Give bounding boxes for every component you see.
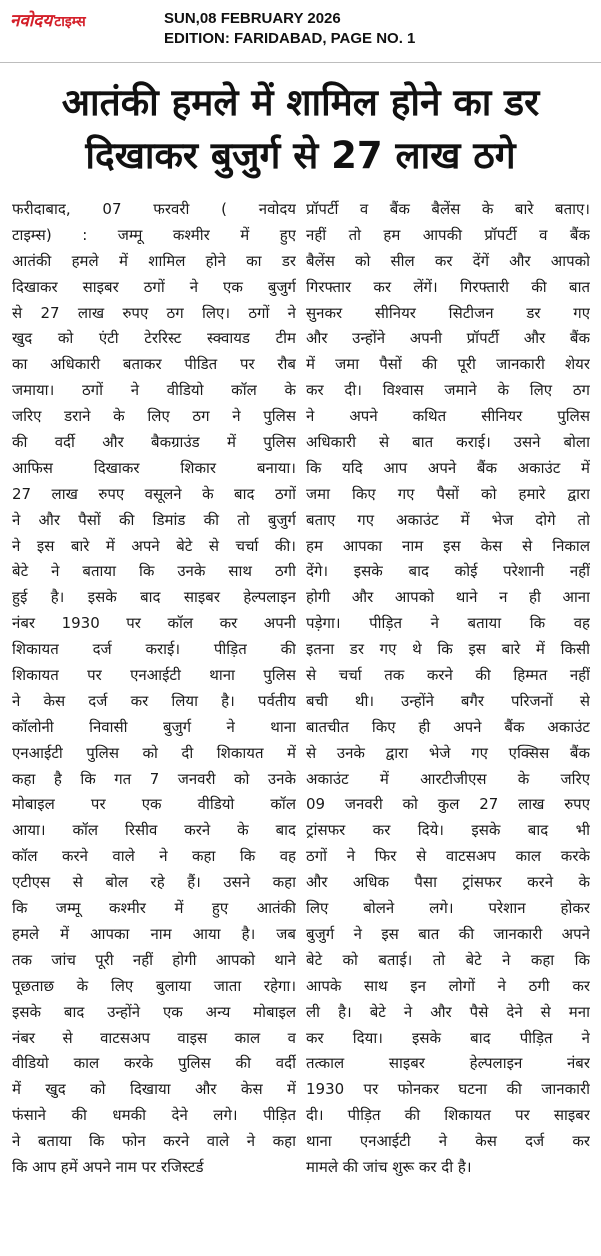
article-line: जमाया। ठगों ने वीडियो कॉल के bbox=[12, 381, 296, 400]
logo-main-text: नवोदय bbox=[10, 11, 53, 31]
article-line: सुनकर सीनियर सिटीजन डर गए bbox=[306, 303, 590, 322]
article-line: 27 लाख रुपए वसूलने के बाद ठगों bbox=[12, 484, 296, 503]
article-line: कहा है कि गत 7 जनवरी को उनके bbox=[12, 769, 296, 788]
article-line: वीडियो काल करके पुलिस की वर्दी bbox=[12, 1054, 296, 1073]
article-line: तक जांच पूरी नहीं होगी आपको थाने bbox=[12, 950, 296, 969]
article-line: से चर्चा तक करने की हिम्मत नहीं bbox=[306, 666, 590, 685]
article-line: इसके बाद उन्होंने एक अन्य मोबाइल bbox=[12, 1002, 296, 1021]
masthead bbox=[0, 0, 601, 63]
article-line: बताए गए अकाउंट में भेज दोगे तो bbox=[306, 510, 590, 529]
article-line: बेटे को बताई। तो बेटे ने कहा कि bbox=[306, 950, 590, 969]
article-line: जमा किए गए पैसों को हमारे द्वारा bbox=[306, 484, 590, 503]
article-line: से उनके द्वारा भेजे गए एक्सिस बैंक bbox=[306, 743, 590, 762]
article-line: 09 जनवरी को कुल 27 लाख रुपए bbox=[306, 795, 590, 814]
logo-sub-text: टाइम्स bbox=[54, 14, 86, 30]
article-line: ने केस दर्ज कर लिया है। पर्वतीय bbox=[12, 691, 296, 710]
article-column-left bbox=[12, 197, 296, 1181]
article-line: बेटे ने बताया कि उनके साथ ठगी bbox=[12, 562, 296, 581]
article-line: ट्रांसफर कर दिये। इसके बाद भी bbox=[306, 821, 590, 840]
article-line: खुद को एंटी टेररिस्ट स्क्वायड टीम bbox=[12, 329, 296, 348]
article-line: ने और पैसों की डिमांड की तो बुजुर्ग bbox=[12, 510, 296, 529]
article-line: आया। कॉल रिसीव करने के बाद bbox=[12, 821, 296, 840]
article-line: हम आपका नाम इस केस से निकाल bbox=[306, 536, 590, 555]
article-line: ठगों ने फिर से वाटसअप काल करके bbox=[306, 847, 590, 866]
article-line: नंबर से वाटसअप वाइस काल व bbox=[12, 1028, 296, 1047]
article-line: देंगे। इसके बाद कोई परेशानी नहीं bbox=[306, 562, 590, 581]
article-line: शिकायत दर्ज कराई। पीड़ित की bbox=[12, 640, 296, 659]
article-line: प्रॉपर्टी व बैंक बैलेंस के बारे बताए। bbox=[306, 200, 590, 218]
article-line: फरीदाबाद, 07 फरवरी ( नवोदय bbox=[12, 200, 296, 218]
article-line: हमले में आपका नाम आया है। जब bbox=[12, 924, 296, 943]
article-line: में जमा पैसों की पूरी जानकारी शेयर bbox=[306, 355, 590, 374]
article-line: थाना एनआईटी ने केस दर्ज कर bbox=[306, 1132, 590, 1151]
article-line: फंसाने की धमकी देने लगे। पीड़ित bbox=[12, 1106, 296, 1125]
article-line: 1930 पर फोनकर घटना की जानकारी bbox=[306, 1080, 590, 1099]
article-column-right bbox=[306, 197, 590, 1181]
article-line: आतंकी हमले में शामिल होने का डर bbox=[12, 251, 296, 270]
article-line: एटीएस से बोल रहे हैं। उसने कहा bbox=[12, 873, 296, 892]
headline-line-2: दिखाकर बुजुर्ग से 27 लाख ठगे bbox=[85, 134, 516, 177]
article-line: हुई है। इसके बाद साइबर हेल्पलाइन bbox=[12, 588, 296, 607]
article-line: एनआईटी पुलिस को दी शिकायत में bbox=[12, 743, 296, 762]
article-line: मामले की जांच शुरू कर दी है। bbox=[306, 1157, 472, 1176]
article-line: बैलेंस को सील कर देंगें और आपको bbox=[306, 251, 590, 270]
article-line: पूछताछ के लिए बुलाया जाता रहेगा। bbox=[12, 976, 296, 995]
article-line: और अधिक पैसा ट्रांसफर करने के bbox=[306, 873, 590, 892]
article-line: दी। पीड़ित की शिकायत पर साइबर bbox=[306, 1106, 590, 1125]
article-line: पड़ेगा। पीड़ित ने बताया कि वह bbox=[306, 614, 590, 633]
article-line: कि जम्मू कश्मीर में हुए आतंकी bbox=[12, 899, 296, 918]
article-line: और उन्होंने अपनी प्रॉपर्टी और बैंक bbox=[306, 329, 590, 348]
newspaper-logo bbox=[10, 8, 86, 31]
article-line: कर दिया। इसके बाद पीड़ित ने bbox=[306, 1028, 590, 1047]
article-line: बातचीत किए ही अपने बैंक अकाउंट bbox=[306, 717, 590, 736]
article-line: ने इस बारे में अपने बेटे से चर्चा की। bbox=[12, 536, 296, 555]
article-line: में खुद को दिखाया और केस में bbox=[12, 1080, 296, 1099]
article-line: ने अपने कथित सीनियर पुलिस bbox=[306, 407, 590, 426]
article-line: ली है। बेटे ने और पैसे देने से मना bbox=[306, 1002, 590, 1021]
article-line: टाइम्स) : जम्मू कश्मीर में हुए bbox=[12, 225, 296, 244]
article-line: इतना डर गए थे कि इस बारे में किसी bbox=[306, 640, 590, 659]
edition-info bbox=[164, 9, 415, 49]
article-line: लिए बोलने लगे। परेशान होकर bbox=[306, 899, 590, 918]
article-line: शिकायत पर एनआईटी थाना पुलिस bbox=[12, 666, 296, 685]
article-line: जरिए डराने के लिए ठग ने पुलिस bbox=[12, 407, 296, 426]
article-line: अधिकारी से बात कराई। उसने बोला bbox=[306, 433, 590, 452]
article-line: से 27 लाख रुपए ठग लिए। ठगों ने bbox=[12, 303, 296, 322]
article-line: बची थी। उन्होंने बगैर परिजनों से bbox=[306, 691, 590, 710]
article-line: की वर्दी और बैकग्राउंड में पुलिस bbox=[12, 433, 296, 452]
article-line: तत्काल साइबर हेल्पलाइन नंबर bbox=[306, 1054, 590, 1073]
article-line: कर दी। विश्वास जमाने के लिए ठग bbox=[306, 381, 590, 400]
article-line: गिरफ्तार कर लेंगें। गिरफ्तारी की बात bbox=[306, 277, 590, 296]
article-headline bbox=[0, 76, 601, 182]
edition-page: EDITION: FARIDABAD, PAGE NO. 1 bbox=[164, 30, 416, 47]
article-line: कि यदि आप अपने बैंक अकाउंट में bbox=[306, 458, 590, 477]
article-line: मोबाइल पर एक वीडियो कॉल bbox=[12, 795, 296, 814]
article-line: आपके साथ इन लोगों ने ठगी कर bbox=[306, 976, 590, 995]
article-line: कॉलोनी निवासी बुजुर्ग ने थाना bbox=[12, 717, 296, 736]
article-line: कि आप हमें अपने नाम पर रजिस्टर्ड bbox=[12, 1157, 204, 1176]
publication-date: SUN,08 FEBRUARY 2026 bbox=[164, 10, 341, 27]
article-line: नंबर 1930 पर कॉल कर अपनी bbox=[12, 614, 296, 633]
article-line: आफिस दिखाकर शिकार बनाया। bbox=[12, 458, 296, 477]
article-line: का अधिकारी बताकर पीडित पर रौब bbox=[12, 355, 296, 374]
article-line: दिखाकर साइबर ठगों ने एक बुजुर्ग bbox=[12, 277, 296, 296]
article-line: होगी और आपको थाने न ही आना bbox=[306, 588, 590, 607]
article-line: बुजुर्ग ने इस बात की जानकारी अपने bbox=[306, 924, 590, 943]
article-line: कॉल करने वाले ने कहा कि वह bbox=[12, 847, 296, 866]
headline-line-1: आतंकी हमले में शामिल होने का डर bbox=[61, 81, 540, 124]
article-line: अकाउंट में आरटीजीएस के जरिए bbox=[306, 769, 590, 788]
article-line: नहीं तो हम आपकी प्रॉपर्टी व बैंक bbox=[306, 225, 590, 244]
article-line: ने बताया कि फोन करने वाले ने कहा bbox=[12, 1132, 296, 1151]
